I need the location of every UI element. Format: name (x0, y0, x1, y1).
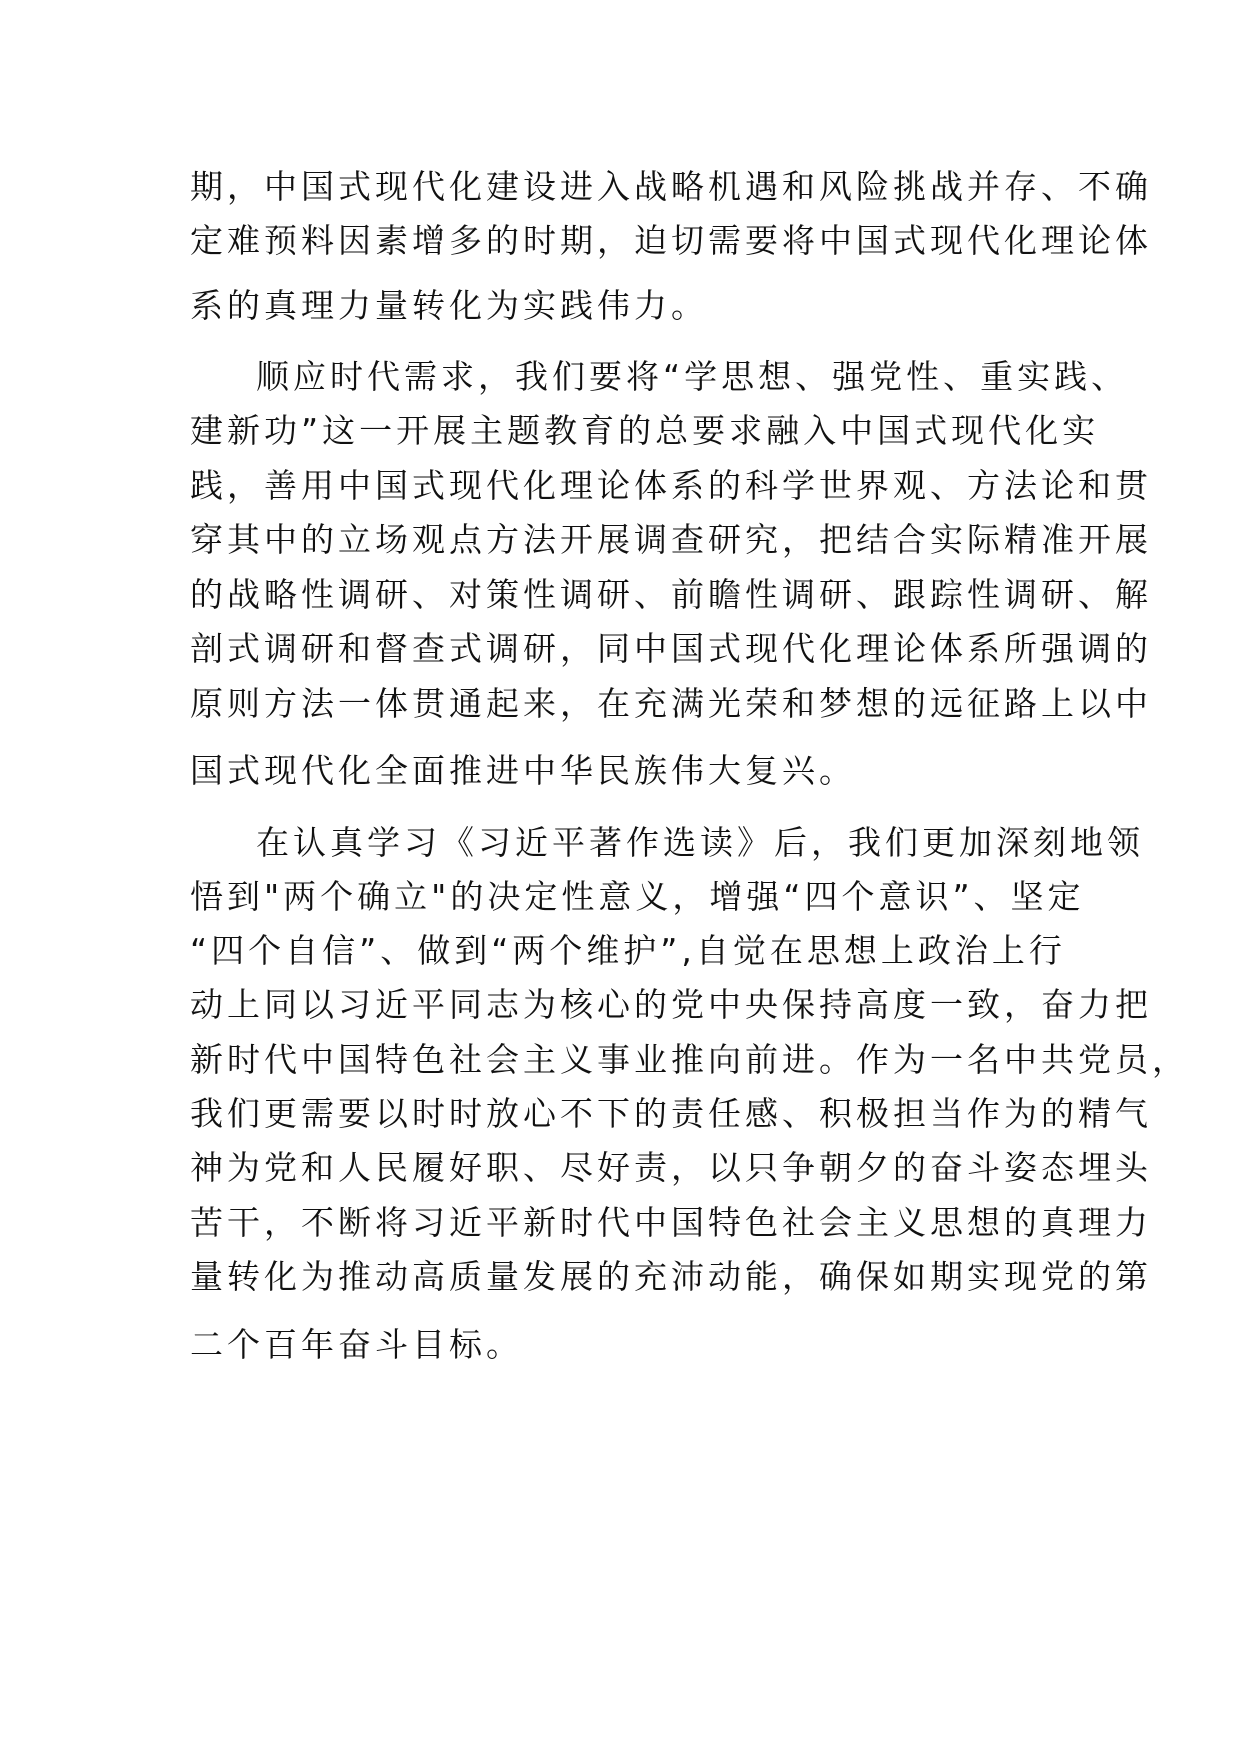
text-line: 悟到"两个确立"的决定性意义，增强“四个意识”、坚定 (190, 877, 1085, 916)
text-line: 践，善用中国式现代化理论体系的科学世界观、方法论和贯 (190, 466, 1152, 505)
text-line: 原则方法一体贯通起来，在充满光荣和梦想的远征路上以中 (190, 684, 1152, 723)
text-line: 顺应时代需求，我们要将“学思想、强党性、重实践、 (256, 357, 1129, 396)
text-line: 动上同以习近平同志为核心的党中央保持高度一致，奋力把 (190, 985, 1152, 1024)
text-line: “四个自信”、做到“两个维护”,自觉在思想上政治上行 (190, 931, 1066, 970)
text-line: 的战略性调研、对策性调研、前瞻性调研、跟踪性调研、解 (190, 575, 1152, 614)
text-line: 神为党和人民履好职、尽好责，以只争朝夕的奋斗姿态埋头 (190, 1148, 1152, 1187)
text-line: 二个百年奋斗目标。 (190, 1325, 523, 1364)
text-line: 期，中国式现代化建设进入战略机遇和风险挑战并存、不确 (190, 167, 1152, 206)
text-line: 穿其中的立场观点方法开展调查研究，把结合实际精准开展 (190, 520, 1152, 559)
text-line: 系的真理力量转化为实践伟力。 (190, 286, 708, 325)
text-line: 新时代中国特色社会主义事业推向前进。作为一名中共党员， (190, 1040, 1189, 1079)
text-line: 苦干，不断将习近平新时代中国特色社会主义思想的真理力 (190, 1203, 1152, 1242)
text-line: 建新功”这一开展主题教育的总要求融入中国式现代化实 (190, 411, 1100, 450)
text-line: 量转化为推动高质量发展的充沛动能，确保如期实现党的第 (190, 1257, 1152, 1296)
text-line: 国式现代化全面推进中华民族伟大复兴。 (190, 751, 856, 790)
text-line: 在认真学习《习近平著作选读》后，我们更加深刻地领 (256, 823, 1144, 862)
text-line: 定难预料因素增多的时期，迫切需要将中国式现代化理论体 (190, 221, 1152, 260)
text-line: 我们更需要以时时放心不下的责任感、积极担当作为的精气 (190, 1094, 1152, 1133)
text-line: 剖式调研和督查式调研，同中国式现代化理论体系所强调的 (190, 629, 1152, 668)
